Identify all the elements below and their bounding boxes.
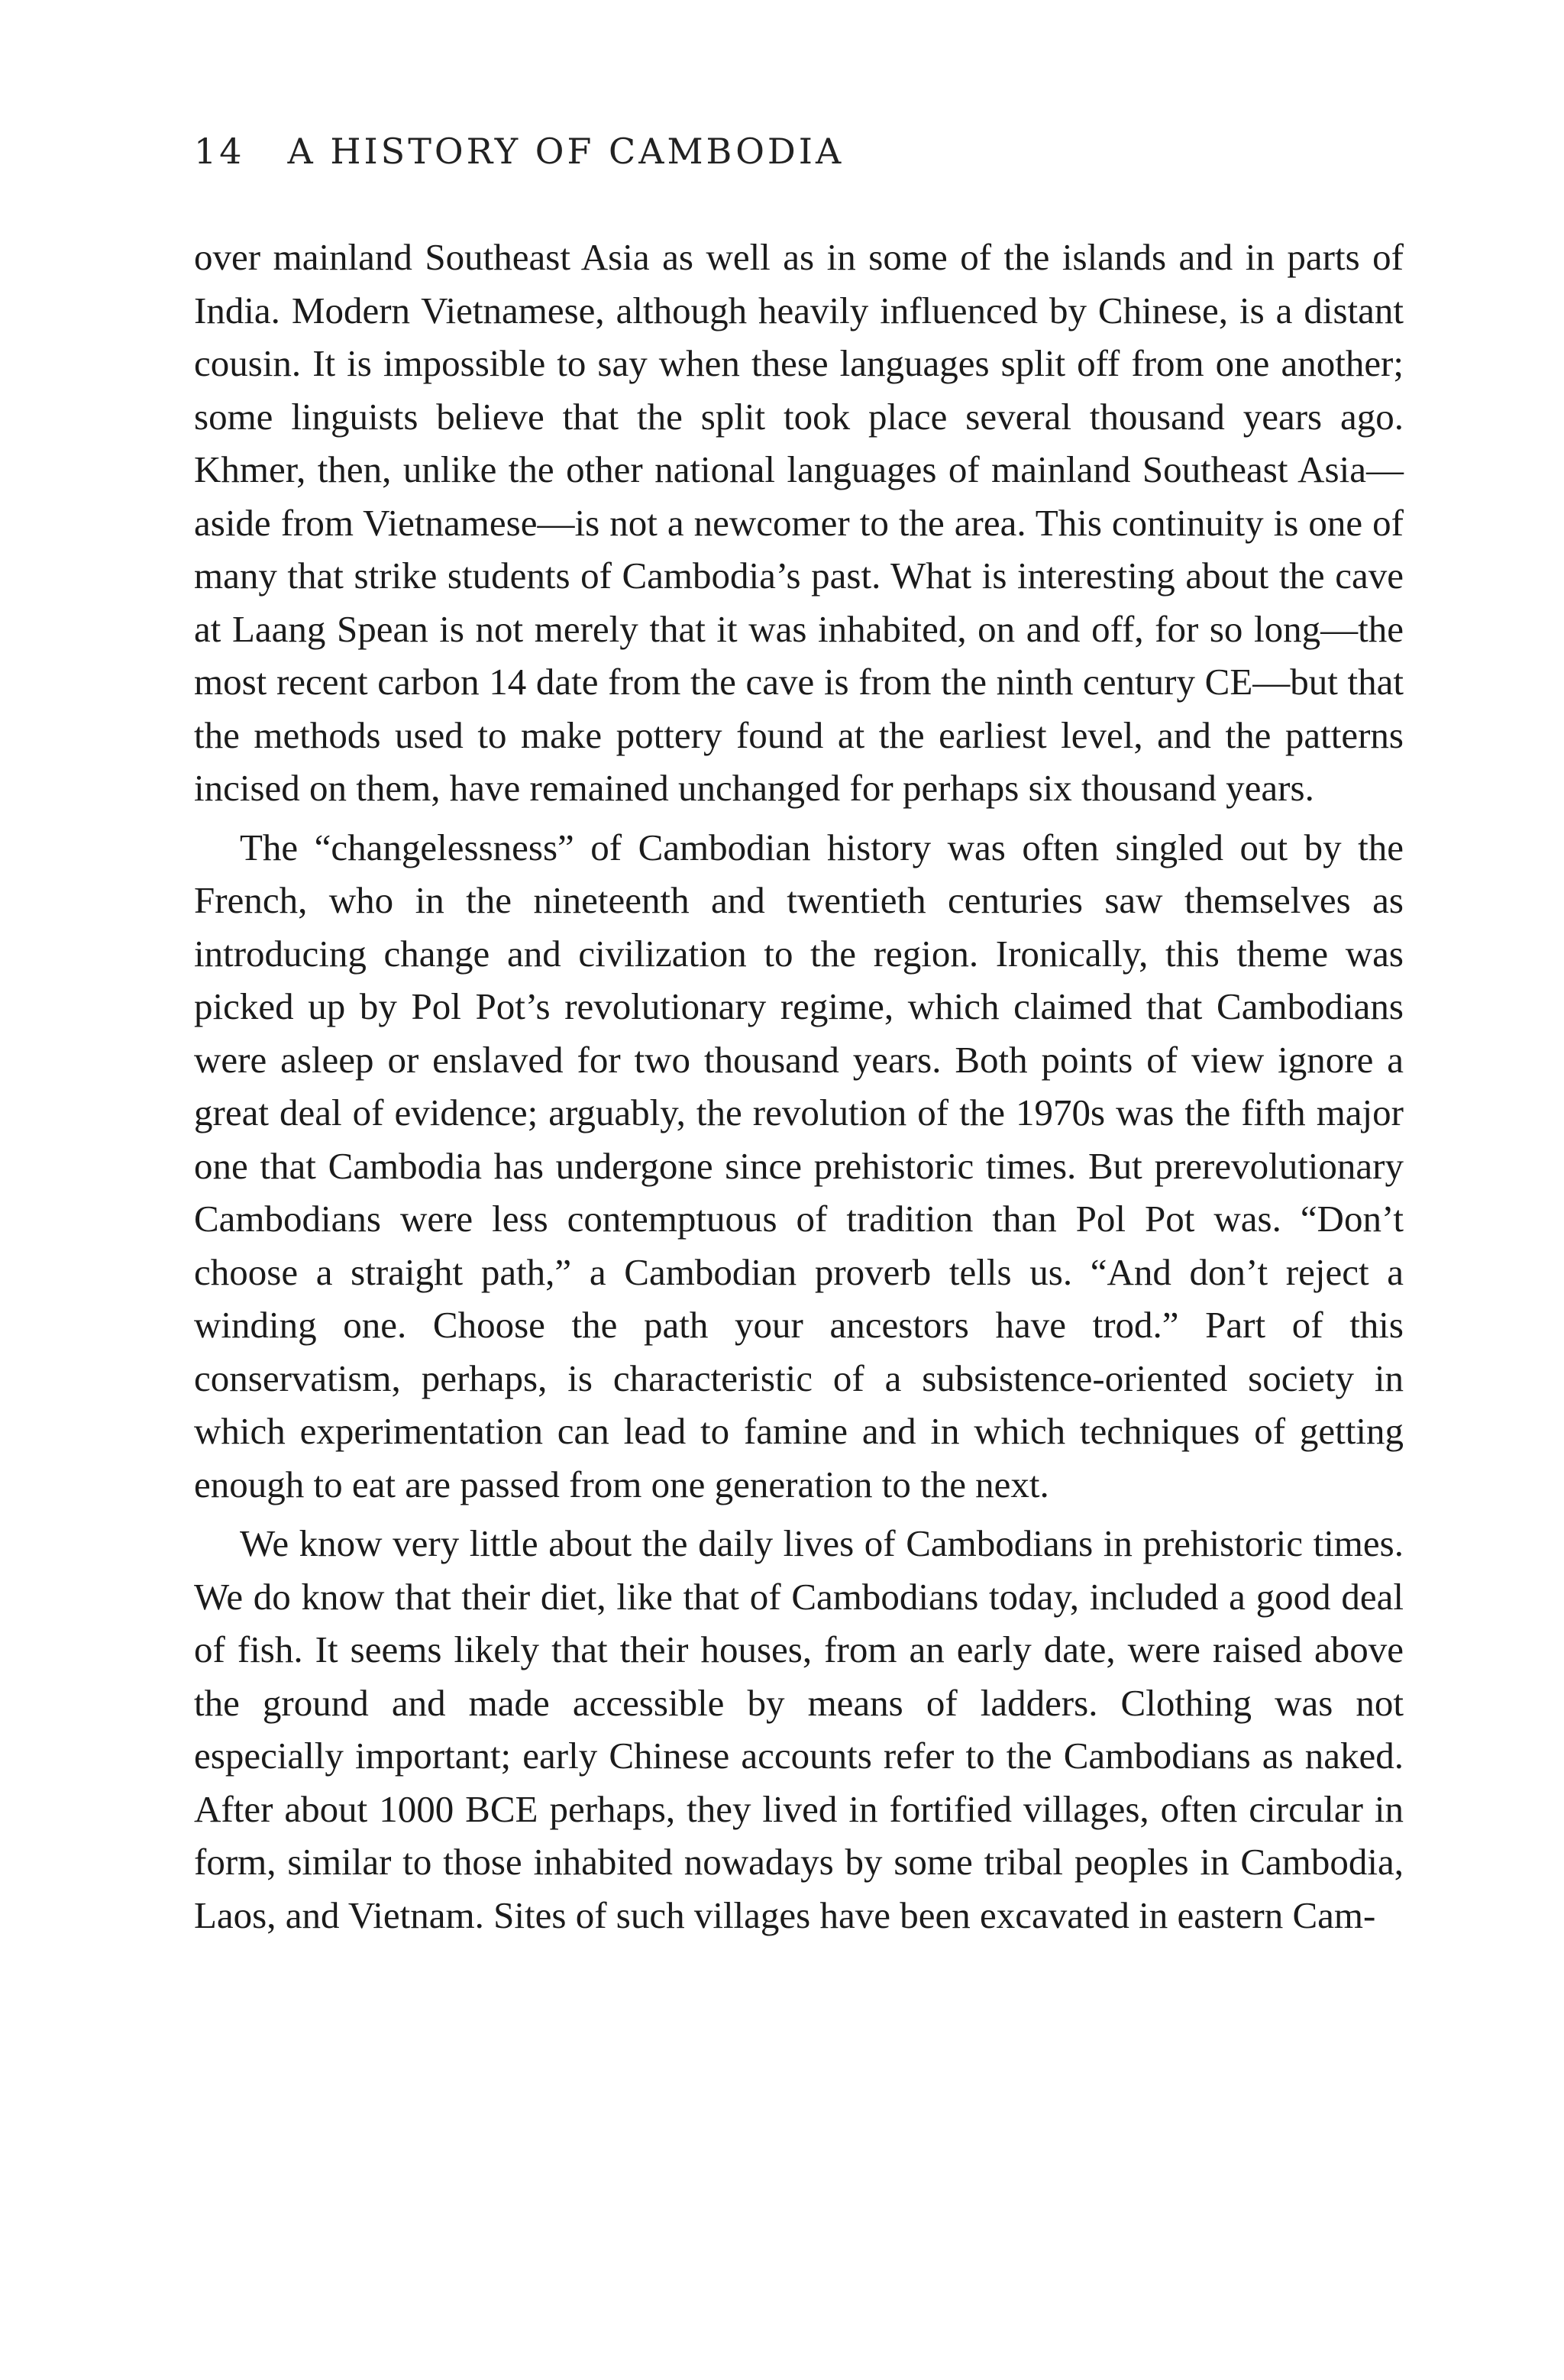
body-text — [194, 231, 1404, 1942]
page-number: 14 — [194, 131, 245, 172]
paragraph-continued: over mainland Southeast Asia as well as in some of the islands and in parts of India. Modern Vietnamese, although heavily influenced by Chinese, is a distant cousin. It is impossible to say when these languages split off from one another; some linguists believe that the split took place several thousand years ago. Khmer, then, unlike the other national languages of mainland Southeast Asia—aside from Vietnamese—is not a newcomer to the area. This continuity is one of many that strike students of Cambodia’s past. What is interesting about the cave at Laang Spean is not merely that it was inhabited, on and off, for so long—the most recent carbon 14 date from the cave is from the ninth century CE—but that the methods used to make pottery found at the earliest level, and the patterns incised on them, have remained unchanged for perhaps six thousand years. — [194, 236, 1404, 809]
book-title: A HISTORY OF CAMBODIA — [287, 131, 845, 172]
running-head — [194, 128, 1416, 174]
paragraph-changelessness: The “changelessness” of Cambodian history was often singled out by the French, who in the nineteenth and twentieth centuries saw themselves as introducing change and civilization to the region. Ironically, this theme was picked up by Pol Pot’s revolutionary regime, which claimed that Cambodians were asleep or enslaved for two thousand years. Both points of view ignore a great deal of evidence; arguably, the revolution of the 1970s was the fifth major one that Cambodia has undergone since prehistoric times. But prerevolutionary Cambodians were less contemptuous of tradition than Pol Pot was. “Don’t choose a straight path,” a Cambodian proverb tells us. “And don’t reject a winding one. Choose the path your ancestors have trod.” Part of this conservatism, perhaps, is characteristic of a subsistence-oriented society in which experimentation can lead to famine and in which techniques of getting enough to eat are passed from one generation to the next. — [194, 826, 1404, 1505]
paragraph-daily-lives: We know very little about the daily lives of Cambodians in prehistoric times. We do know that their diet, like that of Cambodians today, included a good deal of fish. It seems likely that their houses, from an early date, were raised above the ground and made accessible by means of ladders. Clothing was not especially important; early Chinese accounts refer to the Cambodians as naked. After about 1000 BCE perhaps, they lived in fortified villages, often circular in form, similar to those inhabited nowadays by some tribal peoples in Cambodia, Laos, and Vietnam. Sites of such villages have been excavated in eastern Cam- — [194, 1522, 1404, 1936]
